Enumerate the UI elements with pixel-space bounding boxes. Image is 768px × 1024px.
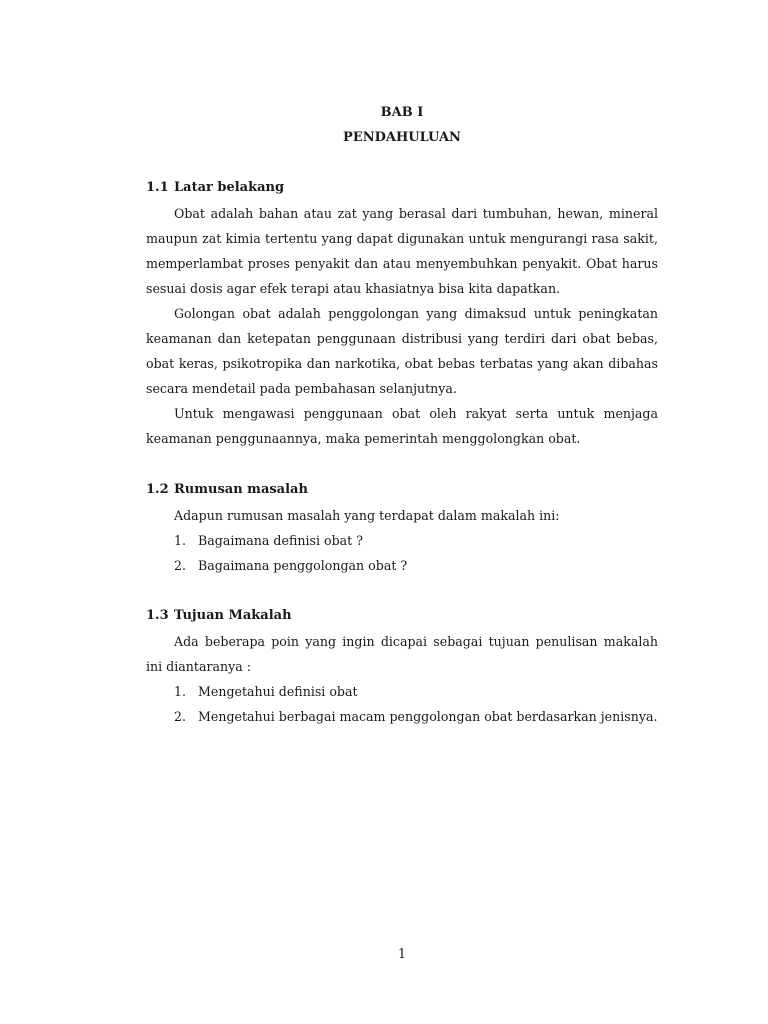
list-item [174,704,657,729]
section-number: 1.3 [146,608,169,623]
paragraph [146,301,658,401]
list-number: 1. [174,533,187,548]
paragraph-text: Golongan obat adalah penggolongan yang dimaksud untuk peningkatan keamanan dan ketepatan penggunaan distribusi yang terdiri dari obat bebas, obat keras, psikotropika dan narkotika, obat bebas terbatas yang akan dibahas secara mendetail pada pembahasan selanjutnya. [146,306,658,396]
paragraph-text: Ada beberapa poin yang ingin dicapai sebagai tujuan penulisan makalah ini diantaranya : [146,634,658,674]
section-number: 1.2 [146,482,169,497]
list-text: Bagaimana definisi obat ? [198,533,363,548]
list-number: 2. [174,709,187,724]
chapter-number: BAB I [380,105,424,120]
list-text: Mengetahui berbagai macam penggolongan obat berdasarkan jenisnya. [198,709,658,724]
section-title: Latar belakang [174,180,285,195]
section-title: Rumusan masalah [174,482,308,497]
list-number: 1. [174,684,187,699]
list-item [174,679,358,704]
page-number: 1 [397,946,406,961]
section-number: 1.1 [146,180,169,195]
list-item [174,528,363,553]
list-item [174,553,407,578]
paragraph [146,503,658,528]
paragraph [146,629,658,679]
paragraph [146,401,658,451]
paragraph-text: Obat adalah bahan atau zat yang berasal dari tumbuhan, hewan, mineral maupun zat kimia tertentu yang dapat digunakan untuk mengurangi rasa sakit, memperlambat proses penyakit dan atau menyembuhkan penyakit. Obat harus sesuai dosis agar efek terapi atau khasiatnya bisa kita dapatkan. [146,206,658,296]
section-heading-latar-belakang [146,180,284,195]
list-text: Bagaimana penggolongan obat ? [198,558,408,573]
paragraph [146,201,658,301]
section-heading-tujuan-makalah [146,608,292,623]
chapter-title: PENDAHULUAN [343,130,461,145]
paragraph-text: Adapun rumusan masalah yang terdapat dalam makalah ini: [174,508,560,523]
paragraph-text: Untuk mengawasi penggunaan obat oleh rakyat serta untuk menjaga keamanan penggunaannya, maka pemerintah menggolongkan obat. [146,406,658,446]
section-title: Tujuan Makalah [174,608,292,623]
list-number: 2. [174,558,187,573]
section-heading-rumusan-masalah [146,482,308,497]
list-text: Mengetahui definisi obat [198,684,358,699]
